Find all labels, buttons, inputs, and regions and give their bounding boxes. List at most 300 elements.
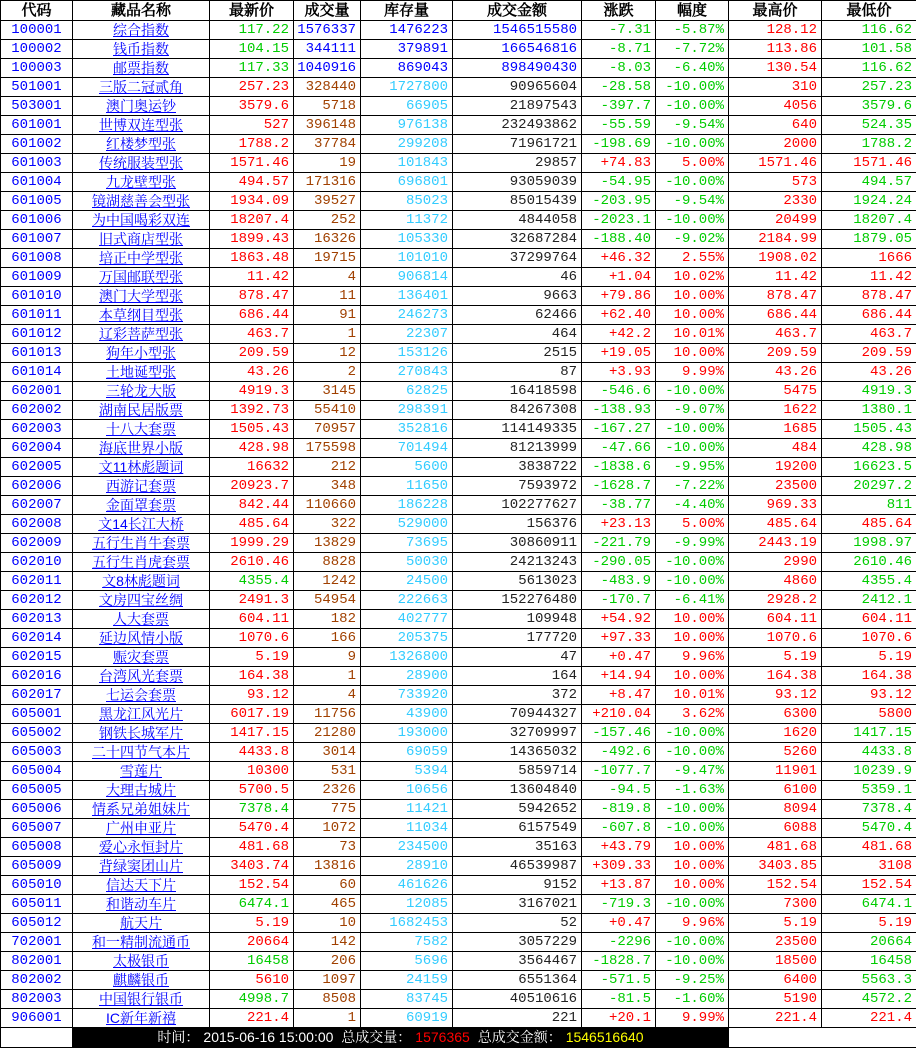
cell-low: 7378.4 xyxy=(822,800,916,819)
cell-percent: 10.00% xyxy=(656,857,729,876)
cell-name[interactable]: 文8林彪题词 xyxy=(73,572,210,591)
cell-inventory: 11650 xyxy=(361,477,453,496)
cell-volume: 212 xyxy=(294,458,361,477)
cell-percent: -6.40% xyxy=(656,59,729,78)
cell-percent: -10.00% xyxy=(656,97,729,116)
cell-inventory: 696801 xyxy=(361,173,453,192)
cell-percent: -4.40% xyxy=(656,496,729,515)
cell-name[interactable]: 信达天下片 xyxy=(73,876,210,895)
cell-amount: 37299764 xyxy=(453,249,582,268)
cell-name[interactable]: 综合指数 xyxy=(73,21,210,40)
cell-name[interactable]: 二十四节气本片 xyxy=(73,743,210,762)
cell-high: 2330 xyxy=(729,192,822,211)
cell-amount: 6157549 xyxy=(453,819,582,838)
cell-code[interactable]: 100003 xyxy=(1,59,73,78)
cell-low: 18207.4 xyxy=(822,211,916,230)
cell-inventory: 193000 xyxy=(361,724,453,743)
cell-price: 4433.8 xyxy=(210,743,294,762)
cell-high: 640 xyxy=(729,116,822,135)
cell-name[interactable]: 航天片 xyxy=(73,914,210,933)
cell-amount: 40510616 xyxy=(453,990,582,1009)
cell-inventory: 1326800 xyxy=(361,648,453,667)
col-percent: 幅度 xyxy=(656,1,729,21)
cell-volume: 70957 xyxy=(294,420,361,439)
cell-change: -483.9 xyxy=(582,572,656,591)
table-row xyxy=(1,553,916,572)
cell-volume: 166 xyxy=(294,629,361,648)
table-row xyxy=(1,686,916,705)
cell-high: 1685 xyxy=(729,420,822,439)
cell-volume: 4 xyxy=(294,268,361,287)
cell-low: 209.59 xyxy=(822,344,916,363)
cell-percent: 10.02% xyxy=(656,268,729,287)
cell-percent: -9.54% xyxy=(656,192,729,211)
table-row xyxy=(1,762,916,781)
cell-low: 5470.4 xyxy=(822,819,916,838)
cell-price: 6017.19 xyxy=(210,705,294,724)
cell-code[interactable]: 601003 xyxy=(1,154,73,173)
table-row xyxy=(1,211,916,230)
cell-percent: -5.87% xyxy=(656,21,729,40)
cell-code[interactable]: 605004 xyxy=(1,762,73,781)
cell-name[interactable]: 黑龙江风光片 xyxy=(73,705,210,724)
cell-price: 5610 xyxy=(210,971,294,990)
cell-volume: 171316 xyxy=(294,173,361,192)
cell-amount: 32687284 xyxy=(453,230,582,249)
cell-percent: -10.00% xyxy=(656,819,729,838)
cell-amount: 2515 xyxy=(453,344,582,363)
cell-price: 1899.43 xyxy=(210,230,294,249)
cell-amount: 3057229 xyxy=(453,933,582,952)
cell-volume: 21280 xyxy=(294,724,361,743)
cell-code[interactable]: 601007 xyxy=(1,230,73,249)
cell-percent: -10.00% xyxy=(656,952,729,971)
cell-amount: 81213999 xyxy=(453,439,582,458)
cell-code[interactable]: 602015 xyxy=(1,648,73,667)
cell-name[interactable]: 世博双连型张 xyxy=(73,116,210,135)
cell-percent: -10.00% xyxy=(656,933,729,952)
col-change: 涨跌 xyxy=(582,1,656,21)
cell-name[interactable]: 赈灾套票 xyxy=(73,648,210,667)
cell-inventory: 24159 xyxy=(361,971,453,990)
cell-name[interactable]: 本草纲目型张 xyxy=(73,306,210,325)
cell-inventory: 733920 xyxy=(361,686,453,705)
cell-price: 10300 xyxy=(210,762,294,781)
cell-change: +74.83 xyxy=(582,154,656,173)
cell-name[interactable]: 太极银币 xyxy=(73,952,210,971)
cell-name[interactable]: 湖南民居版票 xyxy=(73,401,210,420)
cell-name[interactable]: 九龙壁型张 xyxy=(73,173,210,192)
cell-amount: 372 xyxy=(453,686,582,705)
cell-price: 1788.2 xyxy=(210,135,294,154)
cell-name[interactable]: 钢铁长城军片 xyxy=(73,724,210,743)
cell-change: +19.05 xyxy=(582,344,656,363)
cell-name[interactable]: 传统服装型张 xyxy=(73,154,210,173)
cell-percent: -10.00% xyxy=(656,420,729,439)
cell-code[interactable]: 601005 xyxy=(1,192,73,211)
cell-name[interactable]: 大理古城片 xyxy=(73,781,210,800)
cell-inventory: 66905 xyxy=(361,97,453,116)
cell-percent: -9.25% xyxy=(656,971,729,990)
cell-name[interactable]: 土地诞型张 xyxy=(73,363,210,382)
cell-name[interactable]: 雪莲片 xyxy=(73,762,210,781)
cell-price: 164.38 xyxy=(210,667,294,686)
cell-code[interactable]: 605011 xyxy=(1,895,73,914)
cell-code[interactable]: 601010 xyxy=(1,287,73,306)
cell-volume: 10 xyxy=(294,914,361,933)
cell-change: -546.6 xyxy=(582,382,656,401)
cell-change: -1628.7 xyxy=(582,477,656,496)
cell-price: 5700.5 xyxy=(210,781,294,800)
cell-low: 164.38 xyxy=(822,667,916,686)
cell-code[interactable]: 601006 xyxy=(1,211,73,230)
cell-code[interactable]: 601001 xyxy=(1,116,73,135)
cell-amount: 16418598 xyxy=(453,382,582,401)
cell-amount: 29857 xyxy=(453,154,582,173)
cell-name[interactable]: 广州申亚片 xyxy=(73,819,210,838)
cell-name[interactable]: 五行生肖牛套票 xyxy=(73,534,210,553)
cell-name[interactable]: 和谐动车片 xyxy=(73,895,210,914)
cell-amount: 1546515580 xyxy=(453,21,582,40)
cell-name[interactable]: 培正中学型张 xyxy=(73,249,210,268)
cell-change: +14.94 xyxy=(582,667,656,686)
cell-code[interactable]: 602005 xyxy=(1,458,73,477)
cell-code[interactable]: 503001 xyxy=(1,97,73,116)
table-row xyxy=(1,876,916,895)
cell-code[interactable]: 605002 xyxy=(1,724,73,743)
cell-price: 4355.4 xyxy=(210,572,294,591)
cell-code[interactable]: 602007 xyxy=(1,496,73,515)
cell-change: +20.1 xyxy=(582,1009,656,1028)
cell-change: -719.3 xyxy=(582,895,656,914)
cell-name[interactable]: 爱心永恒封片 xyxy=(73,838,210,857)
cell-code[interactable]: 601014 xyxy=(1,363,73,382)
cell-price: 527 xyxy=(210,116,294,135)
cell-name[interactable]: 为中国喝彩双连 xyxy=(73,211,210,230)
cell-price: 5.19 xyxy=(210,648,294,667)
col-volume: 成交量 xyxy=(294,1,361,21)
table-row xyxy=(1,990,916,1009)
cell-name[interactable]: 澳门大学型张 xyxy=(73,287,210,306)
cell-high: 11901 xyxy=(729,762,822,781)
cell-percent: 5.00% xyxy=(656,154,729,173)
cell-code[interactable]: 602010 xyxy=(1,553,73,572)
cell-code[interactable]: 602008 xyxy=(1,515,73,534)
cell-name[interactable]: 五行生肖虎套票 xyxy=(73,553,210,572)
cell-volume: 348 xyxy=(294,477,361,496)
cell-inventory: 5394 xyxy=(361,762,453,781)
cell-amount: 14365032 xyxy=(453,743,582,762)
cell-code[interactable]: 602004 xyxy=(1,439,73,458)
cell-code[interactable]: 601008 xyxy=(1,249,73,268)
cell-amount: 87 xyxy=(453,363,582,382)
cell-name[interactable]: 七运会套票 xyxy=(73,686,210,705)
total-amount-value: 1546516640 xyxy=(566,1029,644,1045)
table-row xyxy=(1,154,916,173)
cell-code[interactable]: 602006 xyxy=(1,477,73,496)
table-row xyxy=(1,306,916,325)
cell-volume: 12 xyxy=(294,344,361,363)
cell-price: 7378.4 xyxy=(210,800,294,819)
cell-inventory: 11034 xyxy=(361,819,453,838)
cell-amount: 93059039 xyxy=(453,173,582,192)
cell-price: 1505.43 xyxy=(210,420,294,439)
cell-volume: 396148 xyxy=(294,116,361,135)
cell-price: 117.22 xyxy=(210,21,294,40)
cell-code[interactable]: 601002 xyxy=(1,135,73,154)
cell-change: -38.77 xyxy=(582,496,656,515)
cell-code[interactable]: 602001 xyxy=(1,382,73,401)
cell-low: 257.23 xyxy=(822,78,916,97)
cell-percent: -10.00% xyxy=(656,800,729,819)
cell-code[interactable]: 601009 xyxy=(1,268,73,287)
cell-name[interactable]: 万国邮联型张 xyxy=(73,268,210,287)
cell-change: -221.79 xyxy=(582,534,656,553)
cell-price: 1571.46 xyxy=(210,154,294,173)
cell-amount: 35163 xyxy=(453,838,582,857)
cell-inventory: 85023 xyxy=(361,192,453,211)
cell-percent: -1.60% xyxy=(656,990,729,1009)
cell-code[interactable]: 605005 xyxy=(1,781,73,800)
cell-percent: 10.01% xyxy=(656,686,729,705)
cell-inventory: 234500 xyxy=(361,838,453,857)
cell-low: 524.35 xyxy=(822,116,916,135)
cell-code[interactable]: 605001 xyxy=(1,705,73,724)
cell-name[interactable]: 文11林彪题词 xyxy=(73,458,210,477)
cell-inventory: 402777 xyxy=(361,610,453,629)
table-row xyxy=(1,952,916,971)
cell-high: 23500 xyxy=(729,933,822,952)
cell-change: -492.6 xyxy=(582,743,656,762)
table-row xyxy=(1,914,916,933)
cell-code[interactable]: 605007 xyxy=(1,819,73,838)
cell-high: 23500 xyxy=(729,477,822,496)
cell-name[interactable]: 三版二冠贰角 xyxy=(73,78,210,97)
cell-volume: 465 xyxy=(294,895,361,914)
cell-price: 485.64 xyxy=(210,515,294,534)
cell-change: -28.58 xyxy=(582,78,656,97)
cell-name[interactable]: IC新年新禧 xyxy=(73,1009,210,1028)
cell-code[interactable]: 601004 xyxy=(1,173,73,192)
cell-code[interactable]: 602012 xyxy=(1,591,73,610)
status-bar xyxy=(73,1028,729,1048)
cell-change: -8.03 xyxy=(582,59,656,78)
cell-name[interactable]: 三轮龙大版 xyxy=(73,382,210,401)
cell-code[interactable]: 906001 xyxy=(1,1009,73,1028)
cell-name[interactable]: 西游记套票 xyxy=(73,477,210,496)
cell-inventory: 83745 xyxy=(361,990,453,1009)
cell-volume: 11756 xyxy=(294,705,361,724)
cell-percent: -10.00% xyxy=(656,78,729,97)
cell-percent: -9.95% xyxy=(656,458,729,477)
cell-code[interactable]: 602014 xyxy=(1,629,73,648)
cell-code[interactable]: 605008 xyxy=(1,838,73,857)
cell-code[interactable]: 601011 xyxy=(1,306,73,325)
cell-change: -1828.7 xyxy=(582,952,656,971)
cell-percent: 10.00% xyxy=(656,838,729,857)
cell-code[interactable]: 100001 xyxy=(1,21,73,40)
cell-name[interactable]: 镜湖慈善会型张 xyxy=(73,192,210,211)
cell-percent: -10.00% xyxy=(656,895,729,914)
cell-name[interactable]: 文14长江大桥 xyxy=(73,515,210,534)
cell-name[interactable]: 人大套票 xyxy=(73,610,210,629)
cell-code[interactable]: 602002 xyxy=(1,401,73,420)
cell-name[interactable]: 狗年小型张 xyxy=(73,344,210,363)
cell-volume: 9 xyxy=(294,648,361,667)
cell-change: +0.47 xyxy=(582,914,656,933)
cell-code[interactable]: 802002 xyxy=(1,971,73,990)
cell-low: 1879.05 xyxy=(822,230,916,249)
cell-price: 1070.6 xyxy=(210,629,294,648)
cell-price: 18207.4 xyxy=(210,211,294,230)
table-row xyxy=(1,192,916,211)
cell-name[interactable]: 十八大套票 xyxy=(73,420,210,439)
cell-volume: 4 xyxy=(294,686,361,705)
cell-name[interactable]: 台湾风光套票 xyxy=(73,667,210,686)
cell-amount: 5942652 xyxy=(453,800,582,819)
cell-code[interactable]: 602009 xyxy=(1,534,73,553)
cell-name[interactable]: 钱币指数 xyxy=(73,40,210,59)
cell-high: 3403.85 xyxy=(729,857,822,876)
cell-name[interactable]: 中国银行银币 xyxy=(73,990,210,1009)
cell-low: 5800 xyxy=(822,705,916,724)
cell-inventory: 976138 xyxy=(361,116,453,135)
cell-code[interactable]: 602016 xyxy=(1,667,73,686)
cell-change: +210.04 xyxy=(582,705,656,724)
cell-percent: -10.00% xyxy=(656,439,729,458)
cell-name[interactable]: 红楼梦型张 xyxy=(73,135,210,154)
cell-price: 1863.48 xyxy=(210,249,294,268)
cell-price: 117.33 xyxy=(210,59,294,78)
cell-code[interactable]: 605012 xyxy=(1,914,73,933)
cell-volume: 11 xyxy=(294,287,361,306)
cell-code[interactable]: 605006 xyxy=(1,800,73,819)
cell-code[interactable]: 605003 xyxy=(1,743,73,762)
table-row xyxy=(1,401,916,420)
cell-change: -8.71 xyxy=(582,40,656,59)
cell-inventory: 28900 xyxy=(361,667,453,686)
table-row xyxy=(1,40,916,59)
cell-low: 1998.97 xyxy=(822,534,916,553)
cell-percent: 10.00% xyxy=(656,344,729,363)
cell-name[interactable]: 文房四宝丝绸 xyxy=(73,591,210,610)
cell-high: 5.19 xyxy=(729,914,822,933)
cell-name[interactable]: 辽彩菩萨型张 xyxy=(73,325,210,344)
cell-code[interactable]: 601012 xyxy=(1,325,73,344)
cell-volume: 531 xyxy=(294,762,361,781)
cell-code[interactable]: 605010 xyxy=(1,876,73,895)
cell-price: 686.44 xyxy=(210,306,294,325)
cell-high: 2443.19 xyxy=(729,534,822,553)
cell-code[interactable]: 100002 xyxy=(1,40,73,59)
cell-volume: 39527 xyxy=(294,192,361,211)
cell-percent: -10.00% xyxy=(656,382,729,401)
time-value: 2015-06-16 15:00:00 xyxy=(203,1029,333,1045)
table-row xyxy=(1,458,916,477)
cell-high: 4056 xyxy=(729,97,822,116)
cell-low: 3579.6 xyxy=(822,97,916,116)
cell-price: 152.54 xyxy=(210,876,294,895)
cell-code[interactable]: 601013 xyxy=(1,344,73,363)
table-row xyxy=(1,363,916,382)
cell-code[interactable]: 602017 xyxy=(1,686,73,705)
table-row xyxy=(1,971,916,990)
cell-name[interactable]: 情系兄弟姐妹片 xyxy=(73,800,210,819)
cell-name[interactable]: 麒麟银币 xyxy=(73,971,210,990)
col-low: 最低价 xyxy=(822,1,916,21)
cell-change: -157.46 xyxy=(582,724,656,743)
cell-inventory: 7582 xyxy=(361,933,453,952)
cell-volume: 1040916 xyxy=(294,59,361,78)
cell-name[interactable]: 延边风情小版 xyxy=(73,629,210,648)
cell-amount: 109948 xyxy=(453,610,582,629)
cell-price: 481.68 xyxy=(210,838,294,857)
cell-high: 6400 xyxy=(729,971,822,990)
cell-amount: 177720 xyxy=(453,629,582,648)
cell-volume: 3145 xyxy=(294,382,361,401)
cell-high: 2928.2 xyxy=(729,591,822,610)
cell-price: 4998.7 xyxy=(210,990,294,1009)
cell-name[interactable]: 澳门奥运钞 xyxy=(73,97,210,116)
cell-low: 463.7 xyxy=(822,325,916,344)
cell-high: 686.44 xyxy=(729,306,822,325)
cell-low: 11.42 xyxy=(822,268,916,287)
cell-low: 221.4 xyxy=(822,1009,916,1028)
cell-inventory: 11372 xyxy=(361,211,453,230)
cell-low: 101.58 xyxy=(822,40,916,59)
cell-code[interactable]: 802001 xyxy=(1,952,73,971)
cell-inventory: 299208 xyxy=(361,135,453,154)
table-row xyxy=(1,382,916,401)
cell-name[interactable]: 旧式商店型张 xyxy=(73,230,210,249)
cell-volume: 19715 xyxy=(294,249,361,268)
cell-price: 2610.46 xyxy=(210,553,294,572)
cell-high: 4860 xyxy=(729,572,822,591)
cell-name[interactable]: 和一精制流通币 xyxy=(73,933,210,952)
cell-high: 43.26 xyxy=(729,363,822,382)
cell-code[interactable]: 602013 xyxy=(1,610,73,629)
cell-low: 152.54 xyxy=(822,876,916,895)
cell-inventory: 43900 xyxy=(361,705,453,724)
cell-change: -138.93 xyxy=(582,401,656,420)
cell-code[interactable]: 602003 xyxy=(1,420,73,439)
cell-price: 1392.73 xyxy=(210,401,294,420)
cell-name[interactable]: 背绿窦团山片 xyxy=(73,857,210,876)
cell-code[interactable]: 501001 xyxy=(1,78,73,97)
cell-code[interactable]: 702001 xyxy=(1,933,73,952)
cell-name[interactable]: 邮票指数 xyxy=(73,59,210,78)
table-row xyxy=(1,325,916,344)
cell-percent: 10.00% xyxy=(656,610,729,629)
cell-change: +1.04 xyxy=(582,268,656,287)
table-row xyxy=(1,173,916,192)
table-row xyxy=(1,705,916,724)
col-name: 藏品名称 xyxy=(73,1,210,21)
cell-volume: 3014 xyxy=(294,743,361,762)
cell-high: 18500 xyxy=(729,952,822,971)
cell-name[interactable]: 金面罩套票 xyxy=(73,496,210,515)
cell-percent: -10.00% xyxy=(656,724,729,743)
cell-code[interactable]: 802003 xyxy=(1,990,73,1009)
table-row xyxy=(1,496,916,515)
cell-code[interactable]: 605009 xyxy=(1,857,73,876)
cell-high: 1622 xyxy=(729,401,822,420)
cell-amount: 84267308 xyxy=(453,401,582,420)
cell-name[interactable]: 海底世界小版 xyxy=(73,439,210,458)
cell-code[interactable]: 602011 xyxy=(1,572,73,591)
cell-volume: 344111 xyxy=(294,40,361,59)
cell-low: 5359.1 xyxy=(822,781,916,800)
